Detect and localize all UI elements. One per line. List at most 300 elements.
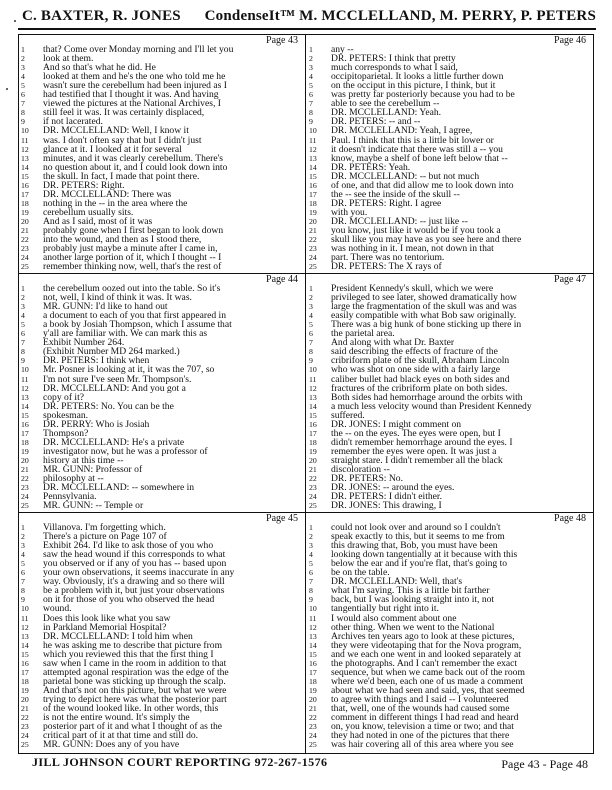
line-number: 10 [309,604,317,614]
line-number: 2 [309,54,313,64]
line-text: what I'm saying. This is a little bit farther [331,585,490,597]
line-text: DR. JONES: This drawing, I [331,500,442,511]
line-text: back, but I was looking straight into it, not [331,594,495,606]
line-text: investigator now, but he was a professor of [43,445,208,457]
transcript-line [21,501,143,511]
line-text: cerebellum usually sits. [43,206,134,218]
line-text: DR. PERRY: Who is Josiah [43,418,150,430]
line-text: suffered. [331,409,365,421]
line-text: DR. PETERS: No. [331,473,403,485]
line-number: 15 [309,410,317,420]
transcript-panel-page-47 [307,274,592,511]
line-number: 19 [21,207,29,217]
line-number: 12 [21,144,29,154]
line-number: 3 [309,541,313,551]
line-number: 11 [21,374,29,384]
line-text: the -- on the eyes. The eyes were open, but I [331,427,501,439]
footer-page-range: Page 43 - Page 48 [501,757,588,771]
line-number: 3 [309,302,313,312]
line-text: probably just maybe a minute after I came in, [43,243,218,255]
line-number: 6 [309,90,313,100]
line-number: 4 [21,311,25,321]
line-number: 12 [21,383,29,393]
line-number: 13 [309,631,317,641]
line-number: 18 [21,198,29,208]
line-text: that, well, one of the wounds had caused some [331,703,510,714]
line-number: 17 [309,189,317,199]
line-number: 21 [309,226,317,235]
line-number: 24 [309,253,317,263]
line-text: of the wound looked like. In other words, this [43,703,219,714]
line-text: other thing. When we went to the National [331,621,495,633]
line-text: DR. MCCLELLAND: -- but not much [331,170,480,182]
line-number: 14 [309,162,317,172]
line-text: critical part of it at that time and still do. [43,730,199,742]
transcript-line [21,740,179,750]
line-text: I'm not sure I've seen Mr. Thompson's. [43,373,192,385]
line-text: And as I said, most of it was [43,215,153,227]
line-text: DR. PETERS: I didn't either. [331,491,442,503]
line-text: remember the eyes were open. It was just a [331,445,497,457]
line-number: 9 [21,356,25,366]
line-text: on the occiput in this picture, I think, but it [331,80,496,92]
transcript-frame [18,34,594,754]
line-text: parietal bone was sticking up through the scalp. [43,675,226,687]
line-text: DR. MCCLELLAND: There was [43,188,172,200]
line-text: way. Obviously, it's a drawing and so there will [43,576,225,588]
line-number: 18 [309,437,317,447]
line-text: in Parkland Memorial Hospital? [43,621,167,633]
line-text: wound. [43,603,72,615]
line-number: 9 [309,117,313,127]
line-number: 16 [309,658,317,668]
line-text: and we each one went in and looked separately at [331,648,521,660]
line-number: 24 [21,731,29,741]
line-text: any -- [331,44,354,55]
line-text: DR. PETERS: Yeah. [331,161,411,173]
line-number: 22 [21,713,29,723]
line-number: 18 [21,437,29,447]
line-text: straight stare. I didn't remember all the black [331,454,503,466]
line-text: privileged to see later, showed dramatically how [331,292,517,304]
scan-speck [14,20,16,22]
line-text: be on the table. [331,567,390,579]
line-number: 19 [309,207,317,217]
line-text: looked at them and he's the one who told me he [43,71,226,83]
line-number: 8 [21,108,25,118]
line-text: Thompson? [43,427,89,439]
line-text: DR. MCCLELLAND: And you got a [43,382,186,394]
line-text: viewed the pictures at the National Archives, I [43,98,221,110]
line-number: 1 [21,523,25,532]
line-text: didn't remember hemorrhage around the eyes. I [331,436,513,448]
transcript-line [309,740,513,750]
line-number: 3 [309,63,313,73]
line-text: it doesn't indicate that there was still a -- you [331,143,503,155]
line-text: was nothing in it. I mean, not down in that [331,243,494,255]
line-number: 9 [21,117,25,127]
line-text: history at this time -- [43,454,124,466]
line-text: was. I don't often say that but I didn't just [43,134,202,146]
line-number: 19 [309,685,317,695]
line-text: able to see the cerebellum -- [331,98,440,110]
line-number: 7 [309,338,313,348]
line-text: which you reviewed this that the first thing I [43,648,214,660]
line-text: skull like you may have as you see here and there [331,234,522,246]
line-number: 7 [21,338,25,348]
line-text: the parietal area. [331,328,395,340]
line-text: where we'd been, each one of us made a comment [331,675,523,687]
line-number: 21 [21,226,29,235]
line-text: on, you know, television a time or two; and that [331,721,514,733]
line-number: 10 [21,604,29,614]
line-number: 6 [309,568,313,578]
line-number: 21 [21,465,29,474]
line-number: 2 [21,293,25,303]
line-text: who was shot on one side with a fairly large [331,364,501,376]
line-text: DR. PETERS: The X rays of [331,261,442,272]
line-number: 20 [309,455,317,465]
line-text: Does this look like what you saw [43,612,171,624]
line-text: the photographs. And I can't remember the exact [331,657,518,669]
line-number: 23 [309,483,317,493]
line-text: There's a picture on Page 107 of [43,531,167,543]
line-number: 12 [309,144,317,154]
line-text: I would also comment about one [331,612,457,624]
page-number-label: Page 43 [266,35,298,46]
line-text: is not the entire wound. It's simply the [43,712,190,724]
line-number: 18 [21,676,29,686]
header-condensed-names: CondenseIt™ M. MCCLELLAND, M. PERRY, P. PETERS [204,8,596,24]
line-number: 25 [21,501,29,511]
line-text: DR. MCCLELLAND: Well, I know it [43,125,189,137]
header-witness-names: C. BAXTER, R. JONES [22,8,181,24]
line-text: still feel it was. It was certainly displaced, [43,107,205,119]
line-text: a book by Josiah Thompson, which I assume that [43,319,232,331]
line-number: 22 [309,235,317,245]
line-text: large the fragmentation of the skull was and was [331,301,517,313]
line-number: 17 [21,428,29,438]
line-text: DR. MCCLELLAND: -- just like -- [331,215,468,227]
line-number: 18 [309,198,317,208]
line-number: 5 [21,559,25,569]
line-number: 15 [21,171,29,181]
line-number: 8 [21,586,25,596]
line-number: 12 [309,622,317,632]
line-text: sequence, but when we came back out of the room [331,666,525,678]
line-text: DR. PETERS: -- and -- [331,116,421,128]
line-text: remember thinking now, well, that's the rest of [43,261,222,272]
line-text: DR. MCCLELLAND: -- somewhere in [43,482,195,494]
line-number: 8 [21,347,25,357]
line-text: There was a big hunk of bone sticking up there in [331,319,522,331]
line-text: the cerebellum oozed out into the table. So it's [43,283,221,294]
line-number: 23 [21,722,29,732]
line-text: of one, and that did allow me to look down into [331,179,514,191]
line-number: 22 [21,235,29,245]
transcript-line [309,262,442,272]
line-text: Exhibit Number 264. [43,337,125,349]
line-text: was hair covering all of this area where you see [331,739,514,751]
transcript-panel-page-46 [307,35,592,272]
line-text: looking down tangentially at it because with this [331,549,518,561]
line-number: 23 [21,244,29,254]
line-number: 4 [309,550,313,560]
line-number: 10 [21,365,29,375]
line-number: 20 [21,216,29,226]
line-number: 10 [309,126,317,136]
line-number: 25 [309,740,317,750]
line-number: 14 [21,401,29,411]
line-text: not, well, I kind of think it was. It was. [43,292,192,304]
line-number: 9 [21,595,25,605]
line-text: DR. JONES: -- around the eyes. [331,482,455,494]
line-number: 16 [309,180,317,190]
line-number: 20 [309,216,317,226]
line-text: be a problem with it, but just your observations [43,585,225,597]
line-number: 2 [309,532,313,542]
line-number: 19 [21,446,29,456]
transcript-panel-page-43 [19,35,304,272]
line-number: 24 [21,253,29,263]
line-text: And along with what Dr. Baxter [331,337,455,349]
line-number: 3 [21,302,25,312]
line-number: 13 [309,153,317,163]
line-number: 18 [309,676,317,686]
line-text: MR. GUNN: -- Temple or [43,500,144,511]
line-text: to agree with things and I said -- I volunteered [331,693,509,705]
line-number: 10 [309,365,317,375]
line-text: MR. GUNN: Professor of [43,464,143,475]
line-number: 16 [21,180,29,190]
line-number: 15 [309,171,317,181]
line-text: glance at it. I looked at it for several [43,143,182,155]
line-number: 25 [21,740,29,750]
line-number: 6 [21,90,25,100]
line-text: if not lacerated. [43,116,103,128]
line-text: discoloration -- [331,464,390,475]
line-number: 2 [21,532,25,542]
line-text: a document to each of you that first appeared in [43,310,227,322]
line-number: 17 [21,667,29,677]
line-number: 22 [309,713,317,723]
footer-court-reporting: JILL JOHNSON COURT REPORTING 972-267-1576 [32,755,328,769]
line-number: 25 [309,501,317,511]
line-text: no question about it, and I could look down into [43,161,228,173]
line-text: look at them. [43,53,94,65]
line-number: 14 [309,401,317,411]
line-text: DR. PETERS: I think that pretty [331,53,456,65]
line-text: DR. JONES: I might comment on [331,418,462,430]
line-number: 5 [309,81,313,91]
line-number: 6 [21,329,25,339]
line-text: Mr. Posner is looking at it, it was the 707, so [43,364,215,376]
line-text: probably gone when I first began to look down [43,225,224,236]
line-text: they had noted in one of the pictures that there [331,730,510,742]
line-number: 21 [309,704,317,713]
line-number: 13 [21,153,29,163]
line-number: 7 [309,577,313,587]
line-text: DR. MCCLELLAND: Well, that's [331,576,463,588]
line-number: 4 [309,72,313,82]
line-number: 23 [21,483,29,493]
line-text: Archives ten years ago to look at these pictures, [331,630,515,642]
line-text: DR. PETERS: Right. I agree [331,197,442,209]
page-number-label: Page 48 [554,513,586,524]
line-text: posterior part of it and what I thought of as the [43,721,223,733]
line-text: speak exactly to this, but it seems to me from [331,531,505,543]
line-text: he was asking me to describe that picture from [43,639,223,651]
transcript-panel-page-44 [19,274,304,511]
line-number: 11 [21,135,29,145]
line-number: 8 [309,347,313,357]
line-text: MR. GUNN: I'd like to hand out [43,301,168,313]
line-number: 25 [309,262,317,272]
line-text: caliber bullet had black eyes on both sides and [331,373,510,385]
line-text: below the ear and if you're flat, that's going to [331,558,508,570]
line-text: MR. GUNN: Does any of you have [43,739,180,751]
line-text: your own observations, it seems inaccurate in any [43,567,235,579]
line-text: into the wound, and then as I stood there, [43,234,202,246]
line-number: 2 [21,54,25,64]
line-text: tangentially but right into it. [331,603,439,615]
line-text: cribriform plate of the skull, Abraham Lincoln [331,355,510,367]
line-number: 3 [21,541,25,551]
line-text: saw the head wound if this corresponds to what [43,549,226,561]
line-text: DR. PETERS: I think when [43,355,150,367]
line-number: 11 [309,374,317,384]
line-text: fractures of the cribriform plate on both sides. [331,382,508,394]
line-text: Exhibit 264. I'd like to ask those of you who [43,540,214,552]
line-number: 21 [21,704,29,713]
line-text: And so that's what he did. He [43,62,156,74]
line-text: about what we had seen and said, yes, that seemed [331,684,525,696]
line-text: nothing in the -- in the area where the [43,197,188,209]
line-number: 19 [21,685,29,695]
line-number: 24 [309,731,317,741]
line-text: attempted agonal respiration was the edge of the [43,666,229,678]
line-number: 1 [21,45,25,54]
line-text: saw when I came in the room in addition to that [43,657,227,669]
line-number: 14 [21,640,29,650]
line-number: 4 [309,311,313,321]
line-text: DR. MCCLELLAND: I told him when [43,630,193,642]
line-text: the -- see the inside of the skull -- [331,188,460,200]
line-text: copy of it? [43,391,85,403]
line-text: Villanova. I'm forgetting which. [43,522,166,533]
line-text: DR. MCCLELLAND: Yeah. [331,107,442,119]
line-text: (Exhibit Number MD 264 marked.) [43,346,180,358]
line-number: 1 [21,284,25,293]
line-text: y'all are familiar with. We can mark this as [43,328,208,340]
line-text: philosophy at -- [43,473,104,485]
header-rule [18,28,596,30]
line-text: DR. MCCLELLAND: Yeah, I agree, [331,125,473,137]
line-number: 12 [309,383,317,393]
line-number: 24 [21,492,29,502]
line-number: 11 [309,135,317,145]
line-text: minutes, and it was clearly cerebellum. There's [43,152,224,164]
line-text: they were videotaping that for the Nova program, [331,639,522,651]
line-number: 13 [309,392,317,402]
line-text: Pennsylvania. [43,491,97,503]
line-number: 16 [21,419,29,429]
line-number: 1 [309,284,313,293]
line-number: 25 [21,262,29,272]
line-number: 5 [309,559,313,569]
line-number: 20 [21,694,29,704]
line-text: was pretty far posteriorly because you had to be [331,89,515,101]
line-text: know, maybe a shelf of bone left below that -- [331,152,508,164]
line-text: trying to depict here was what the posterior part [43,693,227,705]
line-text: Paul. I think that this is a little bit lower or [331,134,494,146]
line-number: 1 [309,523,313,532]
transcript-panel-page-48 [307,513,592,752]
line-number: 9 [309,356,313,366]
line-text: part. There was no tentorium. [331,252,445,264]
line-number: 21 [309,465,317,474]
line-number: 16 [21,658,29,668]
line-number: 24 [309,492,317,502]
line-number: 15 [21,649,29,659]
line-text: a much less velocity wound than President Kennedy [331,400,532,412]
line-text: you observed or if any of you has -- based upon [43,558,227,570]
line-number: 4 [21,550,25,560]
line-number: 1 [309,45,313,54]
page-header [18,6,596,28]
line-number: 7 [309,99,313,109]
page-number-label: Page 44 [266,274,298,285]
line-number: 7 [21,99,25,109]
line-text: could not look over and around so I couldn't [331,522,501,533]
line-number: 22 [309,474,317,484]
transcript-line [21,262,221,272]
line-number: 2 [309,293,313,303]
line-text: had testified that I thought it was. And having [43,89,219,101]
line-number: 12 [21,622,29,632]
line-text: much corresponds to what I said, [331,62,458,74]
line-text: DR. MCCLELLAND: He's a private [43,436,185,448]
line-number: 9 [309,595,313,605]
line-number: 10 [21,126,29,136]
line-text: you know, just like it would be if you took a [331,225,501,236]
line-number: 22 [21,474,29,484]
line-text: Both sides had hemorrhage around the orbits with [331,391,523,403]
line-text: with you. [331,206,368,218]
line-number: 13 [21,631,29,641]
line-text: said describing the effects of fracture of the [331,346,498,358]
line-number: 19 [309,446,317,456]
page-number-label: Page 47 [554,274,586,285]
line-number: 3 [21,63,25,73]
line-text: DR. PETERS: No. You can be the [43,400,174,412]
line-number: 23 [309,244,317,254]
page-number-label: Page 46 [554,35,586,46]
page-number-label: Page 45 [266,513,298,524]
line-number: 6 [309,329,313,339]
line-number: 11 [21,613,29,623]
line-text: occipitoparietal. It looks a little further down [331,71,504,83]
line-text: comment in different things I had read and heard [331,712,519,724]
line-number: 16 [309,419,317,429]
line-number: 15 [21,410,29,420]
line-number: 11 [309,613,317,623]
line-number: 8 [309,108,313,118]
line-number: 5 [21,320,25,330]
line-number: 17 [309,667,317,677]
line-text: on it for those of you who observed the head [43,594,215,606]
line-text: President Kennedy's skull, which we were [331,283,494,294]
